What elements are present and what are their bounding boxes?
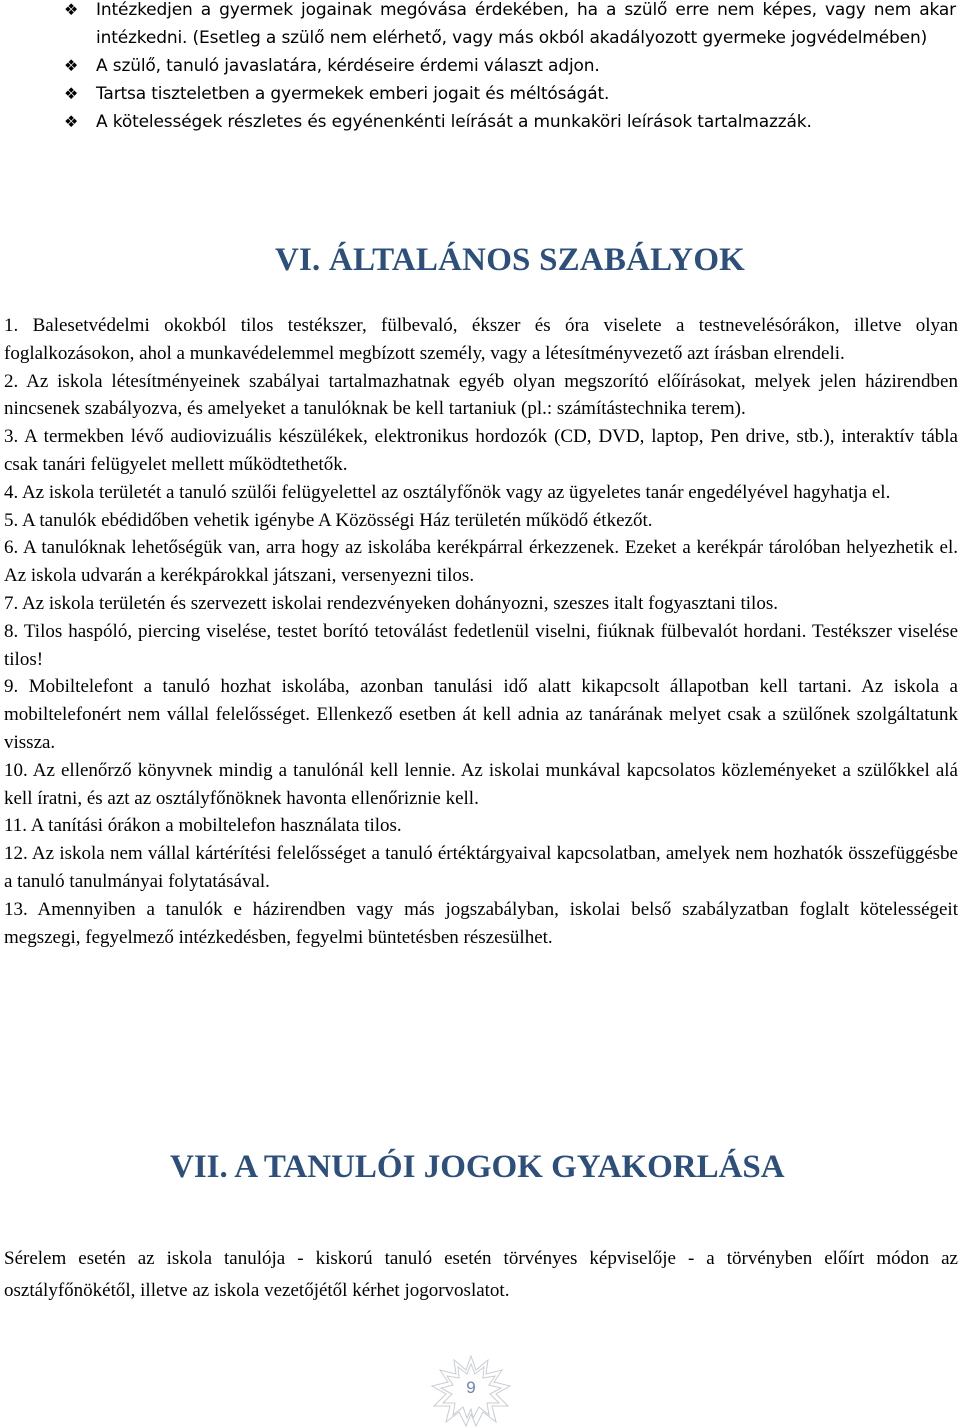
- bullet-text: Tartsa tiszteletben a gyermekek emberi jogait és méltóságát.: [96, 84, 610, 104]
- rule-item: 4. Az iskola területét a tanuló szülői felügyelettel az osztályfőnök vagy az ügyeletes tanár engedélyével hagyhatja el.: [4, 481, 891, 503]
- bullet-text: A kötelességek részletes és egyénenkénti leírását a munkaköri leírások tartalmazzák.: [96, 112, 812, 132]
- page-number: 9: [466, 1378, 476, 1397]
- rule-item: 12. Az iskola nem vállal kártérítési felelősséget a tanuló értéktárgyaival kapcsolatban, amelyek nem hozhatók összefüggésbe a tanuló tanulmányai folytatásával.: [4, 843, 958, 892]
- diamond-quatrefoil-icon: ❖: [64, 0, 79, 19]
- section-vi-heading: VI. ÁLTALÁNOS SZABÁLYOK: [274, 242, 746, 278]
- diamond-quatrefoil-icon: ❖: [64, 84, 79, 103]
- bullet-text: Intézkedjen a gyermek jogainak megóvása érdekében, ha a szülő erre nem képes, vagy nem akar intézkedni. (Esetleg a szülő nem elérhető, vagy más okból akadályozott gyermeke jogvédelmében): [96, 0, 956, 48]
- page-number-badge: [426, 1352, 516, 1428]
- rule-item: 6. A tanulóknak lehetőségük van, arra hogy az iskolába kerékpárral érkezzenek. Ezeket a kerékpár tárolóban helyezhetik el. Az iskola udvarán a kerékpárokkal játszani, versenyezni tilos.: [4, 537, 958, 587]
- section-vii-heading: VII. A TANULÓI JOGOK GYAKORLÁSA: [170, 1149, 785, 1185]
- rule-item: 8. Tilos haspóló, piercing viselése, testet borító tetoválást fedetlenül viselni, fiúknak fülbevalót hordani. Testékszer viselése tilos!: [4, 620, 958, 670]
- bullet-item: [64, 52, 956, 80]
- bullet-text: A szülő, tanuló javaslatára, kérdéseire érdemi választ adjon.: [96, 56, 600, 76]
- bullet-item: [64, 108, 956, 136]
- rule-item: 10. Az ellenőrző könyvnek mindig a tanulónál kell lennie. Az iskolai munkával kapcsolatos közleményeket a szülőkkel alá kell íratni, és azt az osztályfőnöknek havonta ellenőriznie kell.: [4, 759, 958, 809]
- rules-list: [4, 312, 958, 951]
- bullet-list: [64, 0, 956, 136]
- rule-item: 7. Az iskola területén és szervezett iskolai rendezvényeken dohányozni, szeszes italt fogyasztani tilos.: [4, 592, 778, 614]
- rule-item: 2. Az iskola létesítményeinek szabályai tartalmazhatnak egyéb olyan megszorító előírásokat, melyek jelen házirendben nincsenek szabályozva, és amelyeket a tanulóknak be kell tartaniuk (pl.: számítástechnika terem).: [4, 370, 958, 420]
- rule-item: 1. Balesetvédelmi okokból tilos testékszer, fülbevaló, ékszer és óra viselete a testnevelésórákon, illetve olyan foglalkozásokon, ahol a munkavédelemmel megbízott személy, vagy a létesítményvezető azt írásban elrendeli.: [4, 315, 958, 364]
- rule-item: 3. A termekben lévő audiovizuális készülékek, elektronikus hordozók (CD, DVD, laptop, Pen drive, stb.), interaktív tábla csak tanári felügyelet mellett működtethetők.: [4, 426, 958, 475]
- section-vii-paragraph: Sérelem esetén az iskola tanulója - kiskorú tanuló esetén törvényes képviselője - a törvényben előírt módon az osztályfőnökétől, illetve az iskola vezetőjétől kérhet jogorvoslatot.: [4, 1248, 958, 1301]
- rule-item: 13. Amennyiben a tanulók e házirendben vagy más jogszabályban, iskolai belső szabályzatban foglalt kötelességeit megszegi, fegyelmező intézkedésben, fegyelmi büntetésben részesülhet.: [4, 898, 958, 948]
- rule-item: 9. Mobiltelefont a tanuló hozhat iskolába, azonban tanulási idő alatt kikapcsolt állapotban kell tartani. Az iskola a mobiltelefonért nem vállal felelősséget. Ellenkező esetben át kell adnia az tanárának melyet csak a szülőnek szolgáltatunk vissza.: [4, 676, 958, 753]
- diamond-quatrefoil-icon: ❖: [64, 112, 79, 131]
- rule-item: 5. A tanulók ebédidőben vehetik igénybe A Közösségi Ház területén működő étkezőt.: [4, 509, 653, 531]
- bullet-item: [64, 0, 956, 52]
- rule-item: 11. A tanítási órákon a mobiltelefon használata tilos.: [4, 815, 402, 837]
- bullet-item: [64, 80, 956, 108]
- diamond-quatrefoil-icon: ❖: [64, 56, 79, 75]
